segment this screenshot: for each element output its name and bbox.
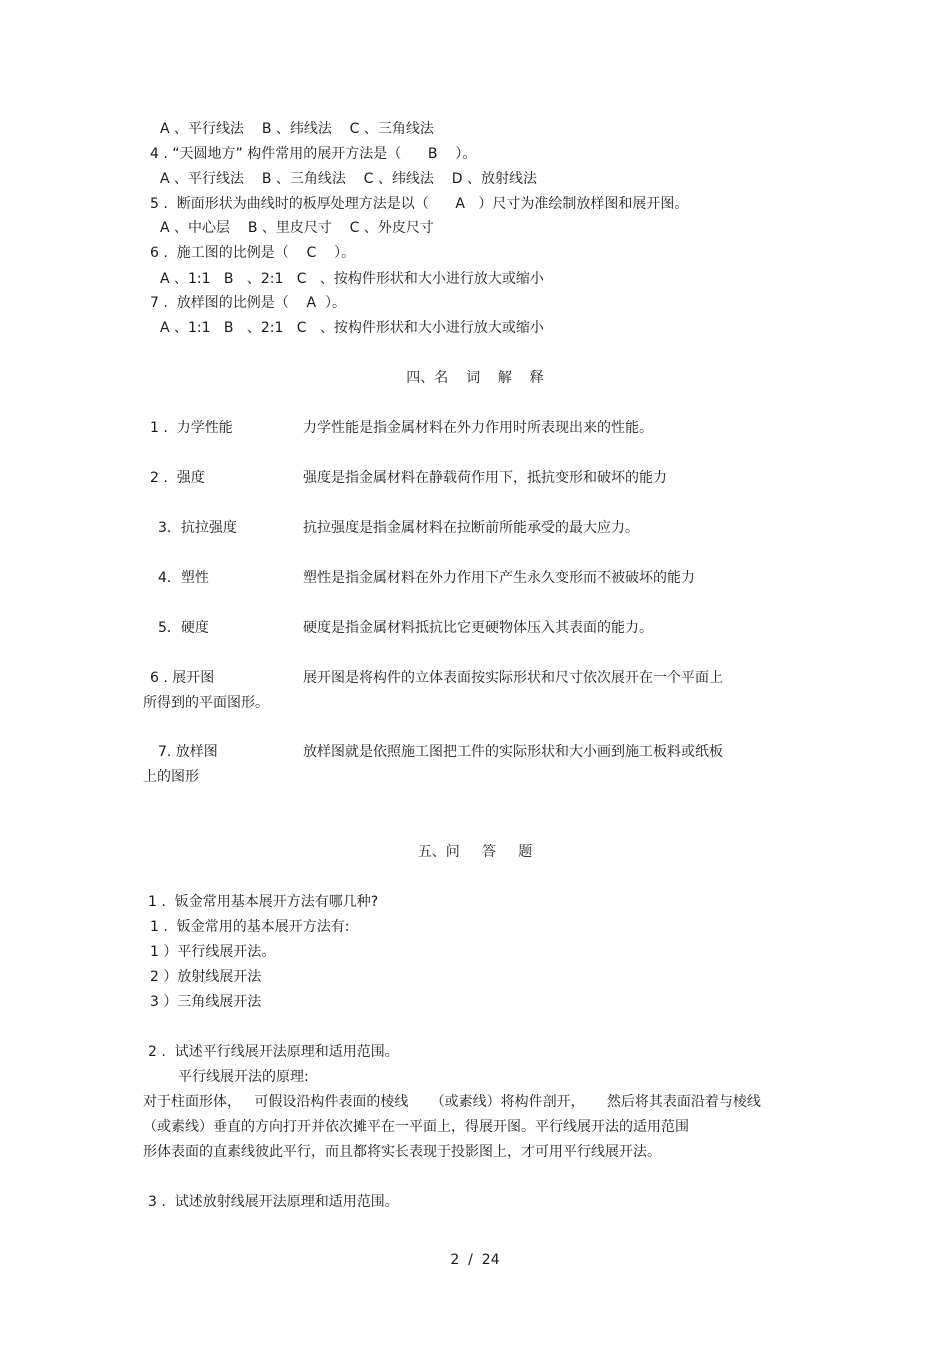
term-label: 4．塑性: [158, 570, 209, 586]
question-7: 7 . 放样图的比例是（ A ）。: [150, 295, 346, 311]
section-title-definitions: 四、名 词 解 释: [406, 370, 544, 386]
term-definition: 硬度是指金属材料抵抗比它更硬物体压入其表面的能力。: [303, 620, 653, 636]
qa-answer-paragraph: 形体表面的直素线彼此平行，而且都将实长表现于投影图上，才可用平行线展开法。: [143, 1144, 661, 1160]
qa-answer-item: 3 ）三角线展开法: [150, 994, 262, 1010]
qa-answer-item: 1 ）平行线展开法。: [150, 944, 276, 960]
choice-options-6: A 、1:1 B 、2:1 C 、按构件形状和大小进行放大或缩小: [160, 271, 544, 287]
term-definition: 强度是指金属材料在静载荷作用下，抵抗变形和破坏的能力: [303, 470, 667, 486]
qa-answer-item: 2 ）放射线展开法: [150, 969, 262, 985]
choice-options-7: A 、1:1 B 、2:1 C 、按构件形状和大小进行放大或缩小: [160, 320, 544, 336]
choice-options-3: A 、平行线法 B 、纬线法 C 、三角线法: [160, 121, 434, 137]
question-6: 6 . 施工图的比例是（ C ）。: [150, 245, 356, 261]
qa-answer-heading: 平行线展开法的原理:: [178, 1069, 309, 1085]
term-label: 6 . 展开图: [150, 670, 215, 686]
term-definition-continued: 所得到的平面图形。: [143, 695, 269, 711]
term-label: 7. 放样图: [158, 744, 218, 760]
page-number: 2 / 24: [450, 1252, 500, 1268]
term-label: 1 . 力学性能: [150, 420, 233, 436]
term-definition-continued: 上的图形: [143, 769, 199, 785]
qa-answer-paragraph: （或素线）垂直的方向打开并依次摊平在一平面上，得展开图。平行线展开法的适用范围: [143, 1119, 689, 1135]
term-label: 5．硬度: [158, 620, 209, 636]
term-definition: 力学性能是指金属材料在外力作用时所表现出来的性能。: [303, 420, 653, 436]
term-definition: 展开图是将构件的立体表面按实际形状和尺寸依次展开在一个平面上: [303, 670, 723, 686]
choice-options-5: A 、中心层 B 、里皮尺寸 C 、外皮尺寸: [160, 220, 434, 236]
term-label: 2 . 强度: [150, 470, 205, 486]
term-label: 3．抗拉强度: [158, 520, 237, 536]
qa-answer-paragraph: 对于柱面形体， 可假设沿构件表面的棱线 （或素线）将构件剖开， 然后将其表面沿着与棱线: [143, 1094, 761, 1110]
qa-answer-1: 1 . 钣金常用的基本展开方法有:: [150, 919, 350, 935]
term-definition: 抗拉强度是指金属材料在拉断前所能承受的最大应力。: [303, 520, 639, 536]
qa-question-1: 1 . 钣金常用基本展开方法有哪几种?: [148, 894, 379, 910]
term-definition: 放样图就是依照施工图把工件的实际形状和大小画到施工板料或纸板: [303, 744, 723, 760]
question-4: 4 . “天圆地方” 构件常用的展开方法是（ B ）。: [150, 146, 477, 162]
qa-question-2: 2 . 试述平行线展开法原理和适用范围。: [148, 1044, 399, 1060]
section-title-qa: 五、问 答 题: [417, 844, 533, 860]
term-definition: 塑性是指金属材料在外力作用下产生永久变形而不被破坏的能力: [303, 570, 695, 586]
choice-options-4: A 、平行线法 B 、三角线法 C 、纬线法 D 、放射线法: [160, 171, 537, 187]
question-5: 5 . 断面形状为曲线时的板厚处理方法是以（ A ）尺寸为准绘制放样图和展开图。: [150, 196, 689, 212]
qa-question-3: 3 . 试述放射线展开法原理和适用范围。: [148, 1194, 399, 1210]
